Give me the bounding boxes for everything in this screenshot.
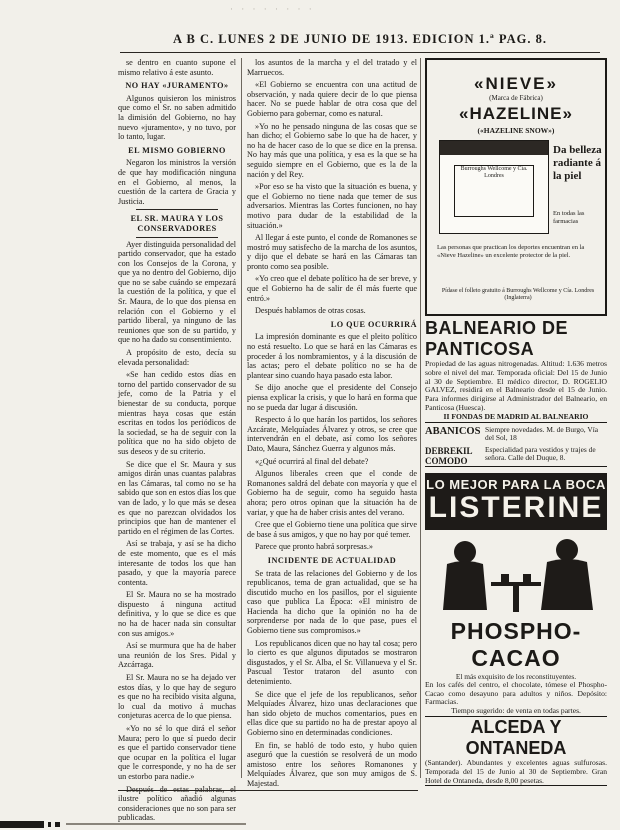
- ad-label: ABANICOS: [425, 425, 481, 437]
- advertisement-column: [425, 58, 607, 798]
- page-masthead: A B C. LUNES 2 DE JUNIO DE 1913. EDICION 1.ª PAG. 8.: [173, 32, 547, 46]
- paragraph: Así se murmura que ha de haber una reunión de los Sres. Pidal y Azcárraga.: [118, 641, 236, 670]
- paragraph: Cree que el Gobierno tiene una política que sirve de base á sus amigos, y que no hay por qué temer.: [247, 520, 417, 539]
- paragraph: Al llegar á este punto, el conde de Romanones se mostró muy satisfecho de la marcha de los asuntos, y dijo que el debate se hará en las Cámaras tan pronto como sea posible.: [247, 233, 417, 271]
- paragraph: Se dijo anoche que el presidente del Consejo piensa explicar la crisis, y que lo hará en forma que no se pueda dar lugar á discusión.: [247, 383, 417, 412]
- cafe-couple-illustration: [425, 530, 607, 618]
- paragraph: »Por eso se ha visto que la situación es buena, y que el Gobierno no tiene nada que temer de sus adversarios. Mientras las Cortes funcionen, no hay motivo para dudar de la estabilidad de la situación.»: [247, 182, 417, 230]
- ad-fonda-line: II FONDAS DE MADRID AL BALNEARIO: [443, 411, 589, 421]
- paragraph: Respecto á lo que harán los partidos, los señores Azcárate, Melquíades Álvarez y otros, se cree que intervendrán en el debate, así como los señores Dato, Maura, Sánchez Guerra y algunos más.: [247, 415, 417, 453]
- ad-label: DEBREKIL COMODO: [425, 445, 473, 466]
- paragraph: Algunos liberales creen que el conde de Romanones saldrá del debate con mayoría y que el Gobierno ha de seguir, como ha seguido hasta ahora; pero otros opinan que la situación ha de variar, y que ha de haber crisis antes del verano.: [247, 469, 417, 517]
- page-top-mark: · · · · · · · ·: [230, 4, 315, 14]
- ad-body: Propiedad de las aguas nitrogenadas. Altitud: 1.636 metros sobre el nivel del mar. Temporada oficial: Del 15 de Junio al 30 de Septiembre. El médico director, D. ROGELIO GALVEZ, residirá en el Balneario desde el 15 de Junio. Para informes dirigirse al Administrador del Balneario, en Panticosa (Huesca).: [425, 359, 607, 412]
- section-heading: INCIDENTE DE ACTUALIDAD: [267, 555, 397, 565]
- column-separator: [241, 58, 242, 778]
- paragraph: Se trata de las relaciones del Gobierno y de los republicanos, tema de gran actualidad, que se ha discutido mucho en los pasillos, por el siguiente caso que publica La Época: «El ministro de Hacienda ha dicho que la opinión no ha de sorprenderse por nada de lo que pase, pues el Gobierno tiene sus compromisos.»: [247, 568, 417, 636]
- ad-title: BALNEARIO DE PANTICOSA: [425, 318, 569, 359]
- illustration-graphic: [425, 530, 607, 618]
- ad-brand: «HAZELINE»: [459, 104, 573, 123]
- jar-lid: [440, 141, 548, 155]
- paragraph: Parece que pronto habrá sorpresas.»: [255, 542, 373, 552]
- ad-nieve-hazeline: [425, 58, 607, 316]
- paragraph: «¿Qué ocurrirá al final del debate?: [255, 456, 369, 466]
- ad-title: PHOSPHO-CACAO: [450, 617, 582, 671]
- paragraph: El Sr. Maura no se ha mostrado dispuesto á ninguna actitud definitiva, y lo que se dice es que no ha de hacer nada sin consultar con sus amigos.»: [118, 590, 236, 638]
- section-heading: EL MISMO GOBIERNO: [128, 145, 226, 155]
- section-heading: LO QUE OCURRIRÁ: [330, 319, 417, 329]
- ad-body: Especialidad para vestidos y trajes de señora. Calle del Duque, 8.: [485, 444, 596, 463]
- scan-footer-strip: [0, 818, 620, 830]
- ad-tagline: LO MEJOR PARA LA BOCA: [426, 476, 606, 492]
- jar-label: Burroughs Wellcome y Cía. Londres: [454, 165, 534, 217]
- ad-title: «NIEVE»: [474, 74, 558, 93]
- paragraph: los asuntos de la marcha y el del tratado y el Marruecos.: [247, 58, 417, 77]
- paragraph: «El Gobierno se encuentra con una actitud de observación, y nada quiere decir de lo que piensa hacer. No se puede hablar de otra cosa que del Gobierno para gobernar, como es natural.: [247, 80, 417, 118]
- ad-listerine: [425, 473, 607, 530]
- cream-jar-illustration: [439, 140, 549, 234]
- paragraph: Ayer distinguida personalidad del partido conservador, que ha estado con los Consejos de la Corona, y que ya no dentro del Gobierno, dijo que no se sabe cuándo se empezará la cuestión de la política, y que el Sr. Maura, de lo que dos piensa en relación con el Gobierno y el partido liberal, ya ninguno de las reuniones que son de su partido, y que no ha dado su consentimiento.: [118, 239, 236, 345]
- paragraph: ilustre político añadió algunas consideraciones que no son para ser publicadas.: [118, 794, 236, 823]
- paragraph: «Se han cedido estos días en torno del partido conservador de su jefe, como de la Patria y el bienestar de su conducta, porque mientras haya cosas que están escritas en todos los periódicos de la sociedad, se ha de seguir con la política que no ha sido objeto de sus deseos y de su criterio.: [118, 370, 236, 456]
- paragraph: Negaron los ministros la versión de que hay modificación ninguna en el Gobierno, al menos, la cuestión de la cartera de Gracia y Justicia.: [118, 158, 236, 206]
- ad-subtitle: El más exquisito de los reconstituyentes.: [455, 671, 577, 681]
- ad-note: Tiempo sugerido: de venta en todas partes.: [451, 706, 581, 716]
- paragraph: Así se trabaja, y así se ha dicho de este momento, que es el más interesante de todos los que han pasado, y que la mayoría parece contenta.: [118, 539, 236, 587]
- paragraph: En fin, se habló de todo esto, y hubo quien aseguró que la cuestión se resolverá de un modo amistoso entre los señores Romanones y Melquíades Álvarez, que son muy amigos de S. Majestad.: [247, 740, 417, 788]
- ad-title: ALCEDA Y ONTANEDA: [465, 716, 567, 758]
- ad-body: En los cafés del centro, el chocolate, tómese el Phospho-Cacao como desayuno para adultos y niños. Depósito: Farmacias.: [425, 679, 607, 707]
- paragraph: se dentro en cuanto supone el mismo relativo á este asunto.: [118, 58, 236, 77]
- section-heading: EL SR. MAURA Y LOS CONSERVADORES: [130, 214, 224, 233]
- ad-slogan: Da belleza radiante á la piel: [553, 144, 602, 182]
- column-separator: [420, 58, 421, 778]
- ad-note: En todas las farmacias: [553, 210, 585, 225]
- ad-caption: Las personas que practican los deportes encuentran en la «Nieve Hazeline» un excelente protector de la piel.: [437, 244, 585, 259]
- paragraph: Se dice que el Sr. Maura y sus amigos dirán unas cuantas palabras en las Cámaras, tal como no se ha sabido que son en estos días los que van de lado, y lo que más se desea es que no parezcan olvidados los principios que han de mantener el partido en el régimen de las Cortes.: [118, 459, 236, 536]
- paragraph: Después hablamos de otras cosas.: [255, 306, 366, 316]
- heading-rule: [136, 209, 218, 210]
- paragraph: «Yo no sé lo que dirá el señor Maura; pero lo que sí puedo decir es que el partido conservador tiene que ocupar en la política el lugar que le corresponde, y no ha de ser un estorbo para nadie.»: [118, 724, 236, 781]
- ad-body: (Santander). Abundantes y excelentes aguas sulfurosas. Temporada del 15 de Junio al 30 de Septiembre. Gran Hotel de Ontaneda, desde 8,00 pesetas.: [425, 757, 607, 785]
- article-column-1: [118, 58, 236, 823]
- ad-abanicos: [425, 426, 607, 467]
- ad-subtitle: (Marca de Fábrica): [489, 94, 543, 102]
- paragraph: Algunos quisieron los ministros que como el Sr. no saben admitido la dimisión del Gobierno, no hay nuevo «juramento», y no tuvo, por lo tanto, lugar.: [118, 93, 236, 142]
- paragraph: La impresión dominante es que el pleito político no está resuelto. Lo que se hará en las Cámaras es proceder á los nombramientos, y á la discusión de las actas; pero el debate político no se ha de plantear sino cuando haya pasado esta labor.: [247, 332, 417, 380]
- ad-alceda-ontaneda: [425, 717, 607, 786]
- masthead-rule: [120, 52, 600, 53]
- ad-balneario-panticosa: [425, 318, 607, 423]
- ad-brand-sub: («HAZELINE SNOW»): [477, 126, 555, 135]
- ad-body: Siempre novedades. M. de Burgo, Vía del Sol, 18: [485, 424, 599, 443]
- paragraph: Los republicanos dicen que no hay tal cosa; pero lo cierto es que algunos diputados se mostraron disgustados, y el Sr. Alba, el Sr. Villanueva y el Sr. Pascual Testor trataron del asunto con detenimiento.: [247, 638, 417, 687]
- paragraph: El Sr. Maura no se ha dejado ver estos días, y lo que hay de seguro es que no ha recibido visita alguna, lo cual da motivo á muchas conjeturas acerca de lo que piensa.: [118, 673, 236, 721]
- ad-footer: Pídase el folleto gratuito á Burroughs Wellcome y Cía. Londres (Inglaterra): [441, 288, 595, 301]
- ad-title: LISTERINE: [428, 490, 604, 524]
- paragraph: »Yo no he pensado ninguna de las cosas que se han dicho; el Gobierno sabe lo que ha de hacer, y no ha de hacer caso de lo que se dice en la prensa. No hay más que una política, y esa es la que se ha seguido siempre en el Gobierno, que es la de la nación y del Rey.: [247, 121, 417, 179]
- ad-phospho-cacao: [425, 618, 607, 717]
- paragraph: «Yo creo que el debate político ha de ser breve, y que el Gobierno ha de salir de él más fuerte que entró.»: [247, 274, 417, 303]
- bottom-rule: [118, 790, 418, 791]
- article-column-2: [247, 58, 417, 788]
- heading-rule: [136, 237, 218, 238]
- paragraph: A propósito de esto, decía su elevada personalidad:: [118, 348, 236, 367]
- section-heading: NO HAY «JURAMENTO»: [125, 81, 229, 91]
- paragraph: Se dice que el jefe de los republicanos, señor Melquíades Álvarez, hizo unas declaraciones que han sido objeto de muchos comentarios, pues en ellas dice que su partido no ha de prestar apoyo al Gobierno sino en determinadas condiciones.: [247, 689, 417, 737]
